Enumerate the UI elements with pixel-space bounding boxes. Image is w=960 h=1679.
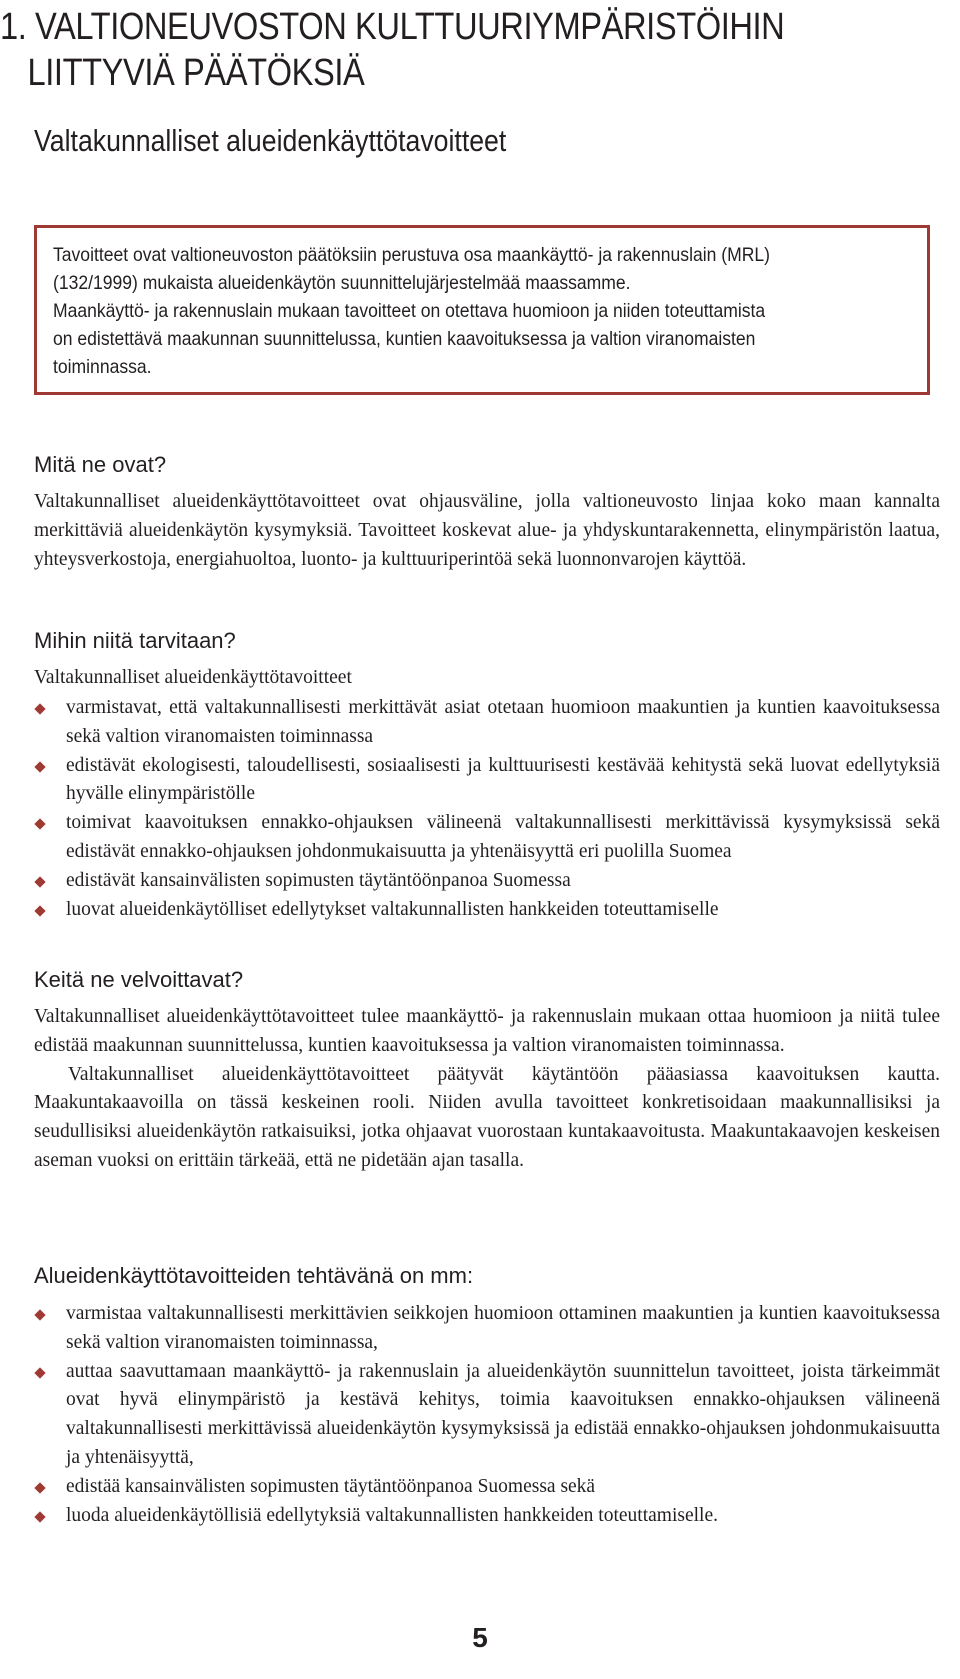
diamond-bullet-icon xyxy=(34,905,45,916)
bullet-list-why xyxy=(34,694,940,924)
paragraph: Valtakunnalliset alueidenkäyttötavoitteet tulee maankäyttö- ja rakennuslain mukaan ottaa huomioon ja niitä tulee edistää maakunnan suunnittelussa, kuntien kaavoituksessa ja valtion viranomaisten toiminnassa. xyxy=(34,1006,940,1056)
chapter-heading xyxy=(0,4,817,96)
info-box xyxy=(34,225,930,395)
list-item: edistävät ekologisesti, taloudellisesti, sosiaalisesti ja kulttuurisesti kestävää kehitystä sekä luovat edellytyksiä hyvälle elinympäristölle xyxy=(34,752,940,810)
diamond-bullet-icon xyxy=(34,1367,45,1378)
chapter-heading-line-2: LIITTYVIÄ PÄÄTÖKSIÄ xyxy=(27,52,365,94)
paragraph-what xyxy=(34,488,940,574)
list-item: edistävät kansainvälisten sopimusten täytäntöönpanoa Suomessa xyxy=(34,867,940,896)
list-item: auttaa saavuttamaan maankäyttö- ja rakennuslain ja alueidenkäytön suunnittelun tavoitteet, joista tärkeimmät ovat hyvä elinympäristö ja kestävä kehitys, toimia kaavoituksen ennakko-ohjauksen välineenä valtakunnallisesti merkittävissä alueidenkäytön kysymyksissä ja edistää ennakko-ohjauksen johdonmukaisuutta ja yhtenäisyyttä, xyxy=(34,1358,940,1473)
list-item: varmistaa valtakunnallisesti merkittävien seikkojen huomioon ottaminen maakuntien ja kuntien kaavoituksessa sekä valtion viranomaisten toiminnassa, xyxy=(34,1300,940,1358)
list-item: luoda alueidenkäytöllisiä edellytyksiä valtakunnallisten hankkeiden toteuttamiselle. xyxy=(34,1502,940,1531)
info-box-line: (132/1999) mukaista alueidenkäytön suunnittelujärjestelmää maassamme. xyxy=(53,272,631,294)
diamond-bullet-icon xyxy=(34,761,45,772)
list-item: varmistavat, että valtakunnallisesti merkittävät asiat otetaan huomioon maakuntien ja kuntien kaavoituksessa sekä valtion viranomaisten toiminnassa xyxy=(34,694,940,752)
question-heading-what: Mitä ne ovat? xyxy=(34,452,167,477)
paragraph: Valtakunnalliset alueidenkäyttötavoitteet xyxy=(34,667,352,688)
diamond-bullet-icon xyxy=(34,876,45,887)
chapter-heading-line-1: 1. VALTIONEUVOSTON KULTTUURIYMPÄRISTÖIHIN xyxy=(0,6,785,48)
bullet-list-tasks xyxy=(34,1300,940,1530)
question-heading-who: Keitä ne velvoittavat? xyxy=(34,967,244,992)
diamond-bullet-icon xyxy=(34,1482,45,1493)
info-box-line: Maankäyttö- ja rakennuslain mukaan tavoitteet on otettava huomioon ja niiden toteuttamista xyxy=(53,300,766,322)
info-box-line: Tavoitteet ovat valtioneuvoston päätöksiin perustuva osa maankäyttö- ja rakennuslain (MRL) xyxy=(53,244,771,266)
list-item: edistää kansainvälisten sopimusten täytäntöönpanoa Suomessa sekä xyxy=(34,1473,940,1502)
diamond-bullet-icon xyxy=(34,1309,45,1320)
list-item: luovat alueidenkäytölliset edellytykset valtakunnallisten hankkeiden toteuttamiselle xyxy=(34,896,940,925)
info-box-line: toiminnassa. xyxy=(53,356,152,378)
paragraphs-who xyxy=(34,1003,940,1176)
diamond-bullet-icon xyxy=(34,1511,45,1522)
paragraph-why-intro xyxy=(34,664,940,693)
info-box-line: on edistettävä maakunnan suunnittelussa, kuntien kaavoituksessa ja valtion viranomaisten xyxy=(53,328,756,350)
paragraph: Valtakunnalliset alueidenkäyttötavoitteet ovat ohjausväline, jolla valtioneuvosto linjaa koko maan kannalta merkittäviä alueidenkäytön kysymyksiä. Tavoitteet koskevat alue- ja yhdyskuntarakennetta, elinympäristön laatua, yhteysverkostoja, energiahuoltoa, luonto- ja kulttuuriperintöä sekä luonnonvarojen käyttöä. xyxy=(34,491,940,570)
list-item: toimivat kaavoituksen ennakko-ohjauksen välineenä valtakunnallisesti merkittävissä kysymyksissä sekä edistävät ennakko-ohjauksen johdonmukaisuutta ja yhtenäisyyttä eri puolilla Suomea xyxy=(34,809,940,867)
section-heading: Valtakunnalliset alueidenkäyttötavoitteet xyxy=(34,123,507,158)
paragraph: Valtakunnalliset alueidenkäyttötavoitteet päätyvät käytäntöön pääasiassa kaavoituksen kautta. Maakuntakaavoilla on tässä keskeinen rooli. Niiden avulla tavoitteet konkretisoidaan maakunnallisiksi ja seudullisiksi alueidenkäytön ratkaisuiksi, jotka ohjaavat vuorostaan kuntakaavoitusta. Maakuntakaavojen keskeisen aseman vuoksi on erittäin tärkeää, että ne pidetään ajan tasalla. xyxy=(34,1063,940,1171)
question-heading-why: Mihin niitä tarvitaan? xyxy=(34,628,236,653)
task-heading: Alueidenkäyttötavoitteiden tehtävänä on mm: xyxy=(34,1263,474,1288)
diamond-bullet-icon xyxy=(34,819,45,830)
page-number: 5 xyxy=(472,1622,488,1653)
diamond-bullet-icon xyxy=(34,703,45,714)
